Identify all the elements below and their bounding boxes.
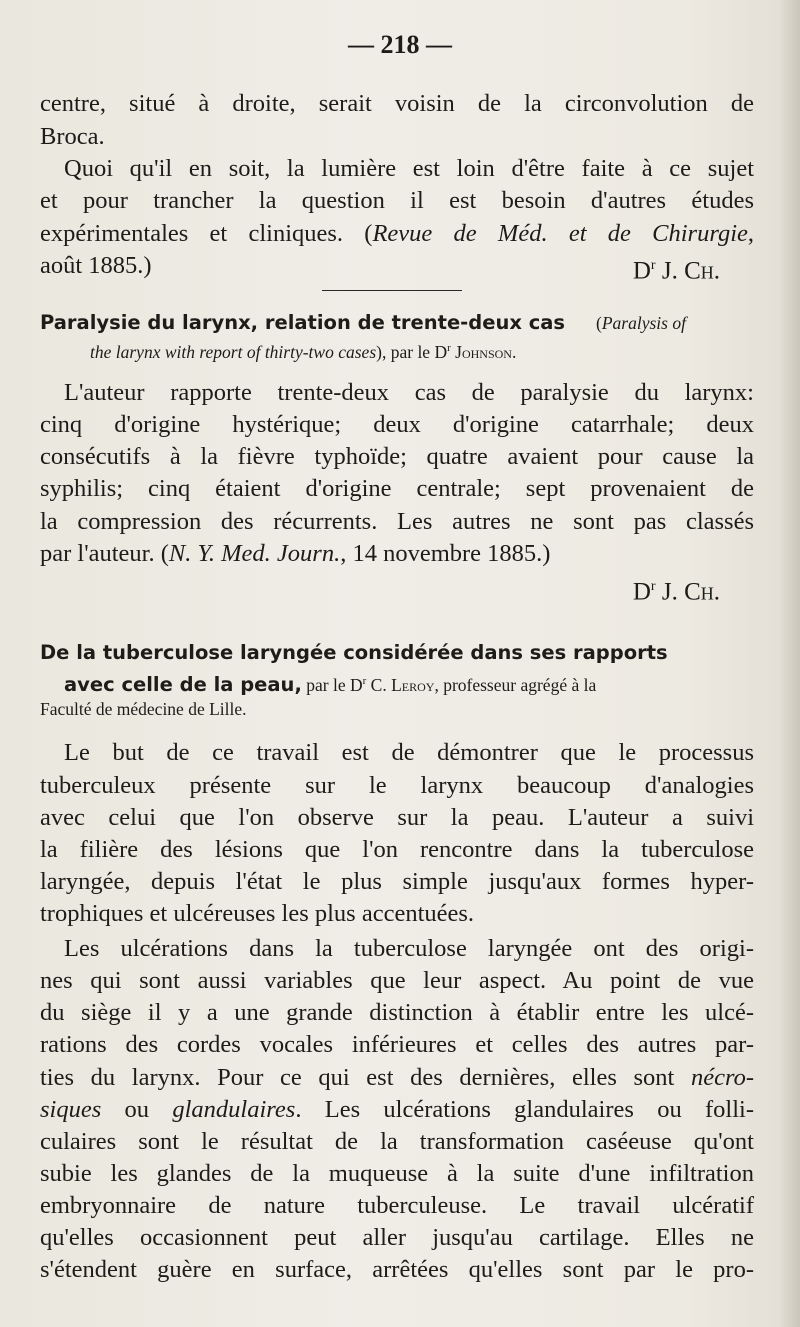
journal-title: N. Y. Med. Journ. bbox=[168, 540, 341, 567]
text-line: avec celui que l'on observe sur la peau. L'auteur a suivi bbox=[40, 804, 754, 831]
article-title-line: avec celle de la peau, par le $D^r$ C. Leroy, professeur agrégé à la bbox=[64, 672, 597, 696]
article-title: De la tuberculose laryngée considérée dans ses rapports bbox=[40, 641, 668, 664]
text-line: la compression des récurrents. Les autres ne sont pas classés bbox=[40, 508, 754, 535]
text-line: syphilis; cinq étaient d'origine centrale; sept provenaient de bbox=[40, 475, 754, 502]
text-line: Les ulcérations dans la tuberculose laryngée ont des origi- bbox=[64, 935, 754, 962]
text-line: centre, situé à droite, serait voisin de la circonvolution de bbox=[40, 90, 754, 117]
text-line: par l'auteur. (N. Y. Med. Journ., 14 novembre 1885.) bbox=[40, 540, 551, 567]
page-edge-shadow bbox=[778, 0, 800, 1327]
text-line: et pour trancher la question il est besoin d'autres études bbox=[40, 187, 754, 214]
text-line: août 1885.) bbox=[40, 252, 152, 279]
text-line: Broca. bbox=[40, 123, 105, 150]
article-title-en: the larynx with report of thirty-two cases), par le $D^r$ Johnson. bbox=[90, 341, 517, 362]
text-line: siques ou glandulaires. Les ulcérations glandulaires ou folli- bbox=[40, 1096, 754, 1123]
text-line: la filière des lésions que l'on rencontre dans la tuberculose bbox=[40, 836, 754, 863]
page-number: — 218 — bbox=[348, 30, 452, 59]
text-line: qu'elles occasionnent peut aller jusqu'au cartilage. Elles ne bbox=[40, 1224, 754, 1251]
text-line: s'étendent guère en surface, arrêtées qu'elles sont par le pro- bbox=[40, 1256, 754, 1283]
article-title: Paralysie du larynx, relation de trente-deux cas bbox=[40, 311, 566, 334]
signature: $D^r$ J. Ch. bbox=[632, 578, 720, 606]
author-name: Leroy, bbox=[391, 674, 439, 695]
text-line: embryonnaire de nature tuberculeuse. Le travail ulcératif bbox=[40, 1192, 754, 1219]
text-line: cinq d'origine hystérique; deux d'origine catarrhale; deux bbox=[40, 411, 754, 438]
text-line: tuberculeux présente sur le larynx beaucoup d'analogies bbox=[40, 772, 754, 799]
text-line: subie les glandes de la muqueuse à la suite d'une infiltration bbox=[40, 1160, 754, 1187]
text-line: L'auteur rapporte trente-deux cas de paralysie du larynx: bbox=[64, 379, 754, 406]
author-name: Johnson. bbox=[455, 341, 517, 362]
text-line: culaires sont le résultat de la transformation caséeuse qu'ont bbox=[40, 1128, 754, 1155]
text-line: laryngée, depuis l'état le plus simple jusqu'aux formes hyper- bbox=[40, 868, 754, 895]
text-line: ties du larynx. Pour ce qui est des dernières, elles sont nécro- bbox=[40, 1064, 754, 1091]
text-line: nes qui sont aussi variables que leur aspect. Au point de vue bbox=[40, 967, 754, 994]
article-title-en: (Paralysis of bbox=[596, 313, 686, 333]
text-line: du siège il y a une grande distinction à établir entre les ulcé- bbox=[40, 999, 754, 1026]
text-line: Le but de ce travail est de démontrer que le processus bbox=[64, 739, 754, 766]
text-line: trophiques et ulcéreuses les plus accentuées. bbox=[40, 900, 475, 927]
signature: $D^r$ J. Ch. bbox=[632, 257, 720, 285]
text-line: consécutifs à la fièvre typhoïde; quatre avaient pour cause la bbox=[40, 443, 754, 470]
journal-title: Revue de Méd. et de Chirurgie bbox=[372, 220, 748, 247]
text-line: rations des cordes vocales inférieures et celles des autres par- bbox=[40, 1031, 754, 1058]
article-title-line: Faculté de médecine de Lille. bbox=[40, 699, 247, 719]
text-line: expérimentales et cliniques. (Revue de Méd. et de Chirurgie, bbox=[40, 220, 754, 247]
text-line: Quoi qu'il en soit, la lumière est loin d'être faite à ce sujet bbox=[64, 155, 754, 182]
section-divider bbox=[322, 290, 462, 291]
